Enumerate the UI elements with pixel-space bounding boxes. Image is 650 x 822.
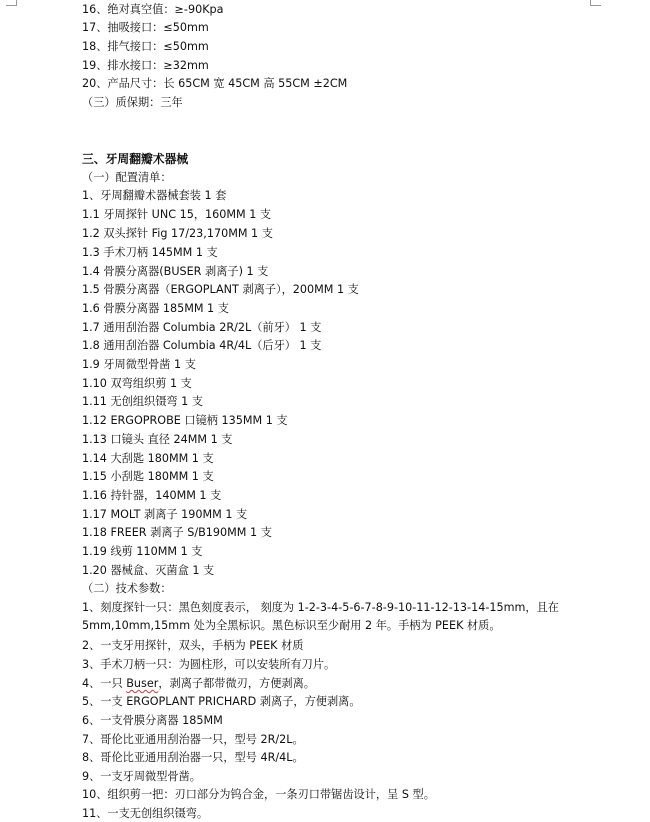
text-line: 1.17 MOLT 剥离子 190MM 1 支 (82, 508, 248, 521)
text-line: 1.11 无创组织镊弯 1 支 (82, 395, 204, 408)
text-line: 1.2 双头探针 Fig 17/23,170MM 1 支 (82, 227, 273, 240)
text-line: 18、排气接口：≤50mm (82, 40, 209, 53)
text-line: 4、一只 Buser，剥离子都带微刃，方便剥离。 (82, 677, 315, 690)
text-line: 1.4 骨膜分离器(BUSER 剥离子) 1 支 (82, 265, 269, 278)
text-line: 8、哥伦比亚通用刮治器一只，型号 4R/4L。 (82, 751, 304, 764)
text-line: 1.15 小刮匙 180MM 1 支 (82, 470, 214, 483)
text-line: 1、牙周翻瓣术器械套装 1 套 (82, 189, 227, 202)
text-line: 10、组织剪一把：刃口部分为钨合金，一条刃口带锯齿设计，呈 S 型。 (82, 788, 435, 801)
text-line: 1.8 通用刮治器 Columbia 4R/4L（后牙） 1 支 (82, 339, 322, 352)
text-line: 20、产品尺寸：长 65CM 宽 45CM 高 55CM ±2CM (82, 77, 348, 90)
page-corner-mark-right (590, 0, 601, 6)
text-line: 1.3 手术刀柄 145MM 1 支 (82, 246, 218, 259)
text-line: 11、一支无创组织镊弯。 (82, 807, 209, 820)
text-line: 7、哥伦比亚通用刮治器一只，型号 2R/2L。 (82, 733, 304, 746)
text-line: 1.9 牙周微型骨凿 1 支 (82, 358, 196, 371)
text-line: 5、一支 ERGOPLANT PRICHARD 剥离子，方便剥离。 (82, 695, 361, 708)
text-line: （三）质保期：三年 (82, 96, 183, 109)
text-line: 1.14 大刮匙 180MM 1 支 (82, 452, 214, 465)
text-line: 1、刻度探针一只：黑色刻度表示， 刻度为 1-2-3-4-5-6-7-8-9-10-11-12-13-14-15mm，且在 5mm,10mm,15mm 处为全黑标识。黑色标识至少耐用 2 年。手柄为 PEEK 材质。 (82, 601, 559, 632)
text-line: 2、一支牙用探针，双头，手柄为 PEEK 材质 (82, 639, 304, 652)
text-line: 1.5 骨膜分离器（ERGOPLANT 剥离子），200MM 1 支 (82, 283, 359, 296)
text-line: 3、手术刀柄一只：为圆柱形，可以安装所有刀片。 (82, 658, 336, 671)
text-line: 9、一支牙周微型骨凿。 (82, 770, 201, 783)
text-line: （二）技术参数： (82, 582, 172, 595)
text-line: 16、绝对真空值：≥-90Kpa (82, 3, 224, 16)
spellcheck-underline: Buser (126, 677, 159, 690)
text-line: （一）配置清单： (82, 171, 172, 184)
text-line: 1.13 口镜头 直径 24MM 1 支 (82, 433, 233, 446)
text-line: 1.20 器械盒、灭菌盒 1 支 (82, 564, 215, 577)
text-line: 1.16 持针器，140MM 1 支 (82, 489, 222, 502)
text-line: 1.19 线剪 110MM 1 支 (82, 545, 203, 558)
text-line: 1.1 牙周探针 UNC 15，160MM 1 支 (82, 208, 272, 221)
text-line: 17、抽吸接口：≤50mm (82, 21, 209, 34)
text-line: 1.7 通用刮治器 Columbia 2R/2L（前牙） 1 支 (82, 321, 322, 334)
text-line: 1.18 FREER 剥离子 S/B190MM 1 支 (82, 526, 272, 539)
text-line: 1.10 双弯组织剪 1 支 (82, 377, 192, 390)
text-line: 1.12 ERGOPROBE 口镜柄 135MM 1 支 (82, 414, 288, 427)
page-corner-mark-left (6, 0, 17, 6)
section-heading: 三、牙周翻瓣术器械 (82, 152, 189, 166)
text-line: 6、一支骨膜分离器 185MM (82, 714, 223, 727)
text-line: 1.6 骨膜分离器 185MM 1 支 (82, 302, 229, 315)
text-line: 19、排水接口：≥32mm (82, 59, 209, 72)
